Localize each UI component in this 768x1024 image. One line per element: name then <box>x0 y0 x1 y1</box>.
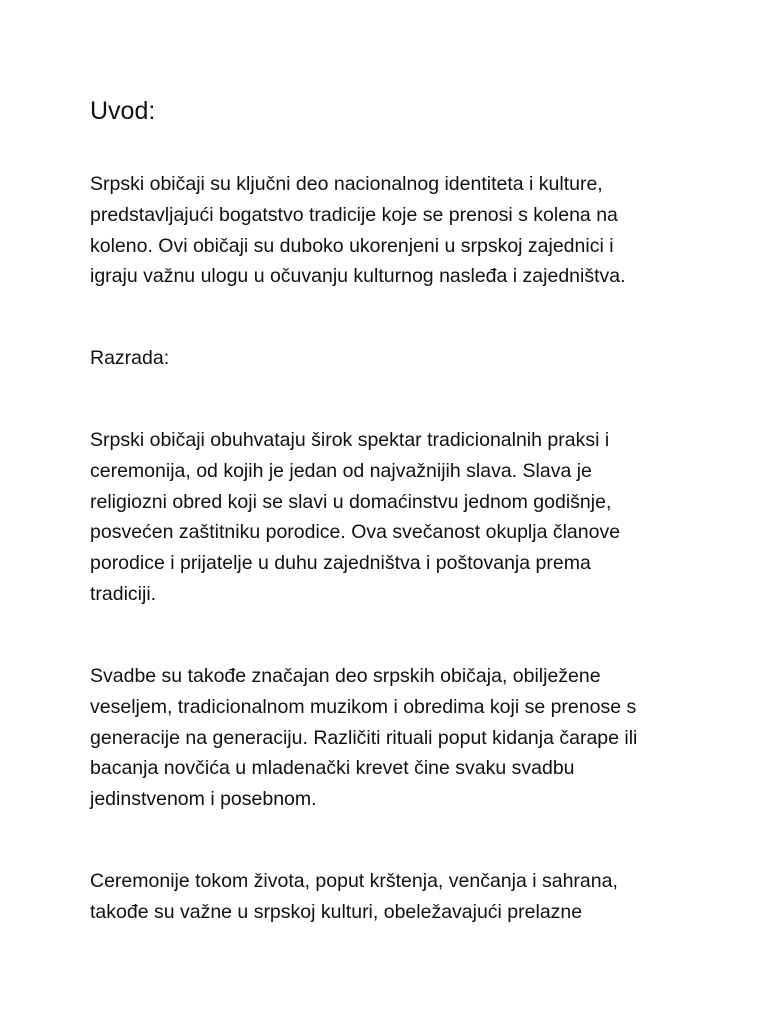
text-line: koleno. Ovi običaji su duboko ukorenjeni u srpskoj zajednici i <box>90 234 614 257</box>
section-label-razrada <box>90 343 169 374</box>
paragraph-ceremonije <box>90 866 618 928</box>
text-line: takođe su važne u srpskoj kulturi, obeležavajući prelazne <box>90 900 583 923</box>
text-line: posvećen zaštitniku porodice. Ova svečanost okuplja članove <box>90 521 621 544</box>
text-line: tradiciji. <box>90 582 157 605</box>
text-line: generacije na generaciju. Različiti rituali poput kidanja čarape ili <box>90 726 638 749</box>
heading-uvod: Uvod: <box>90 97 156 125</box>
text-line: veseljem, tradicionalnom muzikom i obredima koji se prenose s <box>90 695 637 718</box>
paragraph-slava <box>90 425 620 610</box>
paragraph-intro <box>90 169 626 292</box>
text-line: Razrada: <box>90 347 170 369</box>
text-line: predstavljajući bogatstvo tradicije koje se prenosi s kolena na <box>90 203 618 226</box>
text-line: ceremonija, od kojih je jedan od najvažnijih slava. Slava je <box>90 459 592 482</box>
text-line: religiozni obred koji se slavi u domaćinstvu jednom godišnje, <box>90 490 612 513</box>
paragraph-svadbe <box>90 661 637 815</box>
text-line: jedinstvenom i posebnom. <box>90 788 317 811</box>
text-line: bacanja novčića u mladenački krevet čine svaku svadbu <box>90 757 575 780</box>
text-line: Srpski običaji su ključni deo nacionalnog identiteta i kulture, <box>90 173 603 195</box>
text-line: Srpski običaji obuhvataju širok spektar tradicionalnih praksi i <box>90 429 610 451</box>
text-line: porodice i prijatelje u duhu zajedništva i poštovanja prema <box>90 552 591 575</box>
text-line: Ceremonije tokom života, poput krštenja, venčanja i sahrana, <box>90 870 618 892</box>
text-line: igraju važnu ulogu u očuvanju kulturnog nasleđa i zajedništva. <box>90 265 626 288</box>
text-line: Svadbe su takođe značajan deo srpskih običaja, obilježene <box>90 665 601 687</box>
